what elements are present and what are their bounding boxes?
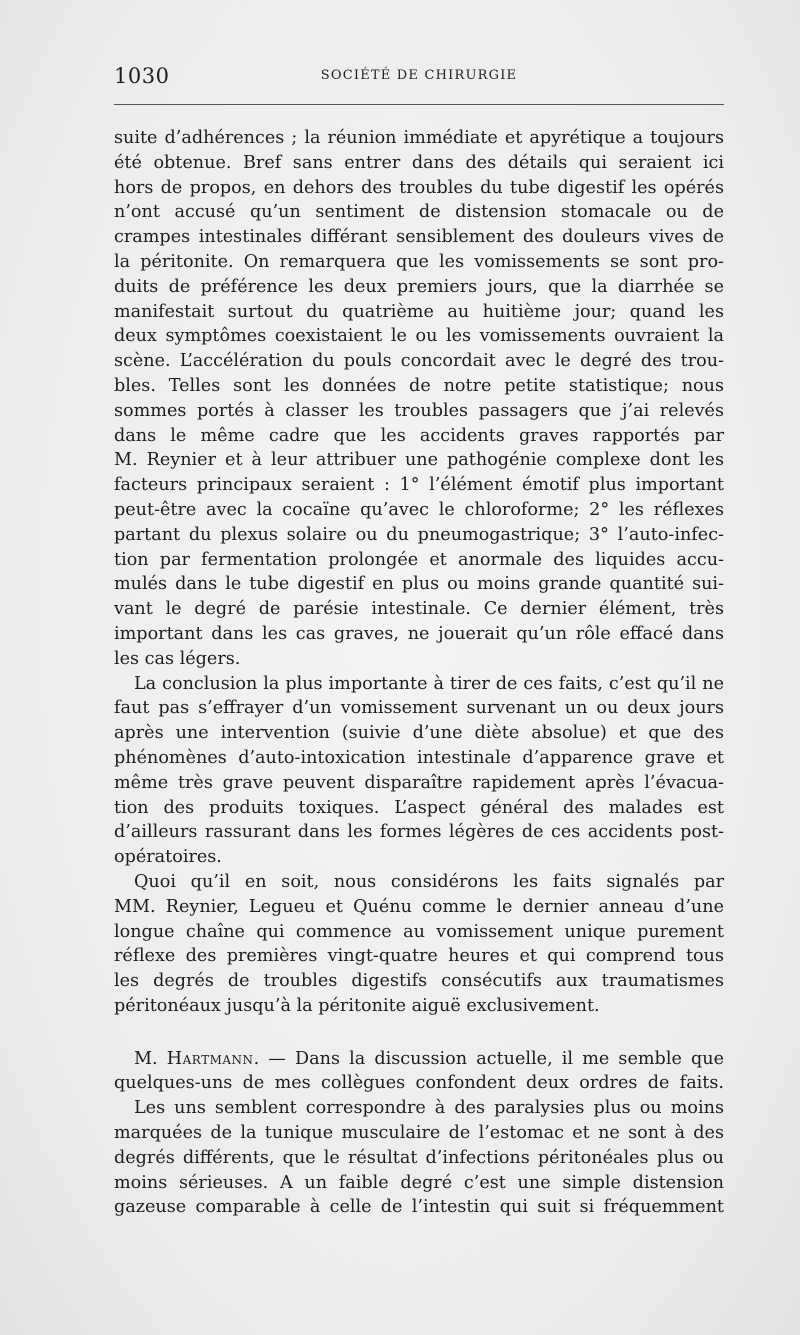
text-line: dans le même cadre que les accidents graves rapportés par — [114, 425, 724, 446]
text-line: moins sérieuses. A un faible degré c’est une simple distension — [114, 1172, 724, 1193]
text-line: Les uns semblent correspondre à des paralysies plus ou moins — [134, 1098, 724, 1119]
page-header — [114, 64, 724, 100]
text-line: important dans les cas graves, ne jouerait qu’un rôle effacé dans — [114, 623, 724, 644]
text-line: vant le degré de parésie intestinale. Ce dernier élément, très — [114, 599, 724, 620]
text-line: été obtenue. Bref sans entrer dans des détails qui seraient ici — [114, 152, 724, 173]
text-line: La conclusion la plus importante à tirer de ces faits, c’est qu’il ne — [134, 673, 724, 694]
speaker-line — [114, 1047, 724, 1072]
speaker-name: Hartmann — [166, 1048, 254, 1069]
text-line: scène. L’accélération du pouls concordait avec le degré des trou- — [114, 351, 724, 372]
text-line: duits de préférence les deux premiers jours, que la diarrhée se — [114, 276, 724, 297]
text-line: crampes intestinales différant sensiblement des douleurs vives de — [114, 227, 724, 248]
text-line: réflexe des premières vingt-quatre heures et qui comprend tous — [114, 946, 724, 967]
header-rule — [114, 104, 724, 105]
page-number: 1030 — [114, 64, 170, 88]
text-line: suite d’adhérences ; la réunion immédiate et apyrétique a toujours — [114, 128, 724, 148]
body-text — [114, 126, 724, 1220]
paragraph-gap — [114, 1019, 724, 1047]
text-line: bles. Telles sont les données de notre petite statistique; nous — [114, 375, 724, 396]
text-line: longue chaîne qui commence au vomissement unique purement — [114, 921, 724, 942]
text-line: tion par fermentation prolongée et anormale des liquides accu- — [114, 549, 724, 570]
running-title: SOCIÉTÉ DE CHIRURGIE — [320, 68, 518, 83]
text-line: même très grave peuvent disparaître rapidement après l’évacua- — [114, 772, 724, 793]
text-line: gazeuse comparable à celle de l’intestin qui suit si fréquemment — [114, 1197, 724, 1218]
text-line: d’ailleurs rassurant dans les formes légères de ces accidents post- — [114, 822, 724, 843]
text-line: la péritonite. On remarquera que les vomissements se sont pro- — [114, 251, 724, 272]
text-line: MM. Reynier, Legueu et Quénu comme le dernier anneau d’une — [114, 896, 724, 917]
speaker-rest: . — Dans la discussion actuelle, il me semble que — [253, 1048, 725, 1069]
text-line: péritonéaux jusqu’à la péritonite aiguë exclusivement. — [114, 995, 600, 1016]
text-line: après une intervention (suivie d’une diète absolue) et que des — [114, 723, 724, 744]
text-line: peut-être avec la cocaïne qu’avec le chloroforme; 2° les réflexes — [114, 499, 724, 520]
text-line: manifestait surtout du quatrième au huitième jour; quand les — [114, 301, 724, 322]
text-line: marquées de la tunique musculaire de l’estomac et ne sont à des — [114, 1123, 724, 1144]
text-line: n’ont accusé qu’un sentiment de distension stomacale ou de — [114, 202, 724, 223]
text-line: quelques-uns de mes collègues confondent deux ordres de faits. — [114, 1073, 724, 1094]
text-line: faut pas s’effrayer d’un vomissement survenant un ou deux jours — [114, 698, 724, 719]
text-line: tion des produits toxiques. L’aspect général des malades est — [114, 797, 724, 818]
text-line: facteurs principaux seraient : 1° l’élément émotif plus important — [114, 475, 724, 496]
text-line: Quoi qu’il en soit, nous considérons les faits signalés par — [134, 871, 724, 892]
text-line: mulés dans le tube digestif en plus ou moins grande quantité sui- — [114, 574, 724, 595]
text-line: deux symptômes coexistaient le ou les vomissements ouvraient la — [114, 326, 724, 347]
text-line: les degrés de troubles digestifs consécutifs aux traumatismes — [114, 971, 724, 992]
text-line: partant du plexus solaire ou du pneumogastrique; 3° l’auto-infec- — [114, 524, 724, 545]
text-line: les cas légers. — [114, 648, 241, 669]
text-line: degrés différents, que le résultat d’infections péritonéales plus ou — [114, 1147, 724, 1168]
text-line: hors de propos, en dehors des troubles du tube digestif les opérés — [114, 177, 724, 198]
text-line: opératoires. — [114, 847, 222, 868]
speaker-prefix: M. — [134, 1048, 158, 1069]
text-line: phénomènes d’auto-intoxication intestinale d’apparence grave et — [114, 747, 724, 768]
text-line: M. Reynier et à leur attribuer une pathogénie complexe dont les — [114, 450, 724, 471]
text-line: sommes portés à classer les troubles passagers que j’ai relevés — [114, 400, 724, 421]
